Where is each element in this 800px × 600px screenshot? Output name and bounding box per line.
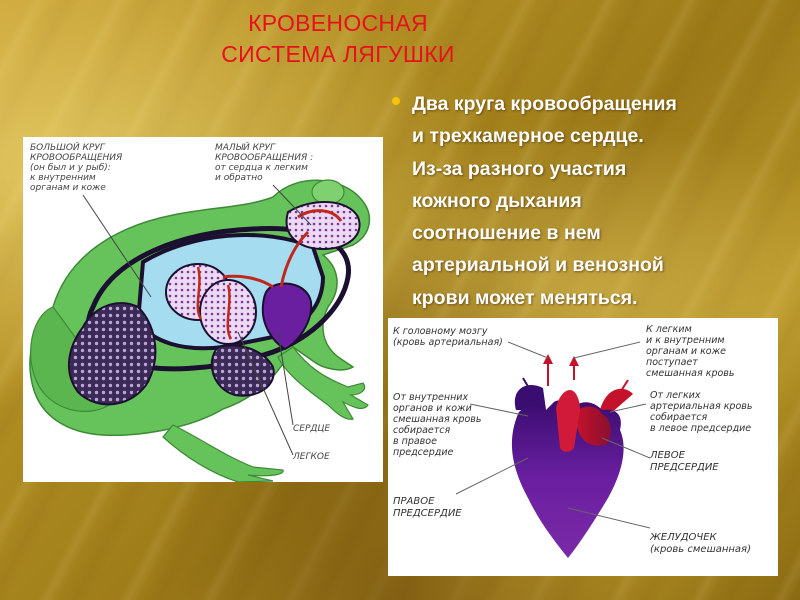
heart-label: СЕРДЦЕ: [293, 424, 331, 434]
to-lungs-label: К легким и к внутренним органам и коже поступает смешанная кровь: [646, 324, 735, 379]
left-atrium-label: ЛЕВОЕ ПРЕДСЕРДИЕ: [650, 450, 719, 473]
frog-diagram-panel: [23, 137, 383, 482]
right-atrium-label: ПРАВОЕ ПРЕДСЕРДИЕ: [393, 496, 462, 519]
ventricle-label: ЖЕЛУДОЧЕК (кровь смешанная): [650, 532, 751, 555]
frog-circulation-diagram: [23, 137, 383, 482]
bullet-dot-icon: [392, 97, 400, 105]
arrow-up-icon: [543, 354, 553, 364]
bullet-point: [392, 88, 792, 314]
big-circle-label: БОЛЬШОЙ КРУГ КРОВООБРАЩЕНИЯ (он был и у рыб): к внутренним органам и коже: [30, 143, 123, 193]
bullet-text: Два круга кровообращения и трехкамерное сердце. Из-за разного участия кожного дыхания соотношение в нем артериальной и венозной крови может меняться.: [412, 93, 677, 309]
lung-label: ЛЕГКОЕ: [293, 452, 330, 462]
from-internal-label: От внутренних органов и кожи смешанная кровь собирается в правое предсердие: [393, 392, 482, 458]
to-brain-label: К головному мозгу (кровь артериальная): [393, 326, 503, 348]
slide-title: КРОВЕНОСНАЯ СИСТЕМА ЛЯГУШКИ: [221, 10, 455, 67]
heart-structure-diagram: [388, 318, 778, 576]
from-lungs-label: От легких артериальная кровь собирается в левое предсердие: [650, 390, 753, 434]
heart-diagram-panel: [388, 318, 778, 576]
small-circle-label: МАЛЫЙ КРУГ КРОВООБРАЩЕНИЯ : от сердца к легким и обратно: [215, 143, 314, 183]
upper-lung: [287, 202, 360, 249]
